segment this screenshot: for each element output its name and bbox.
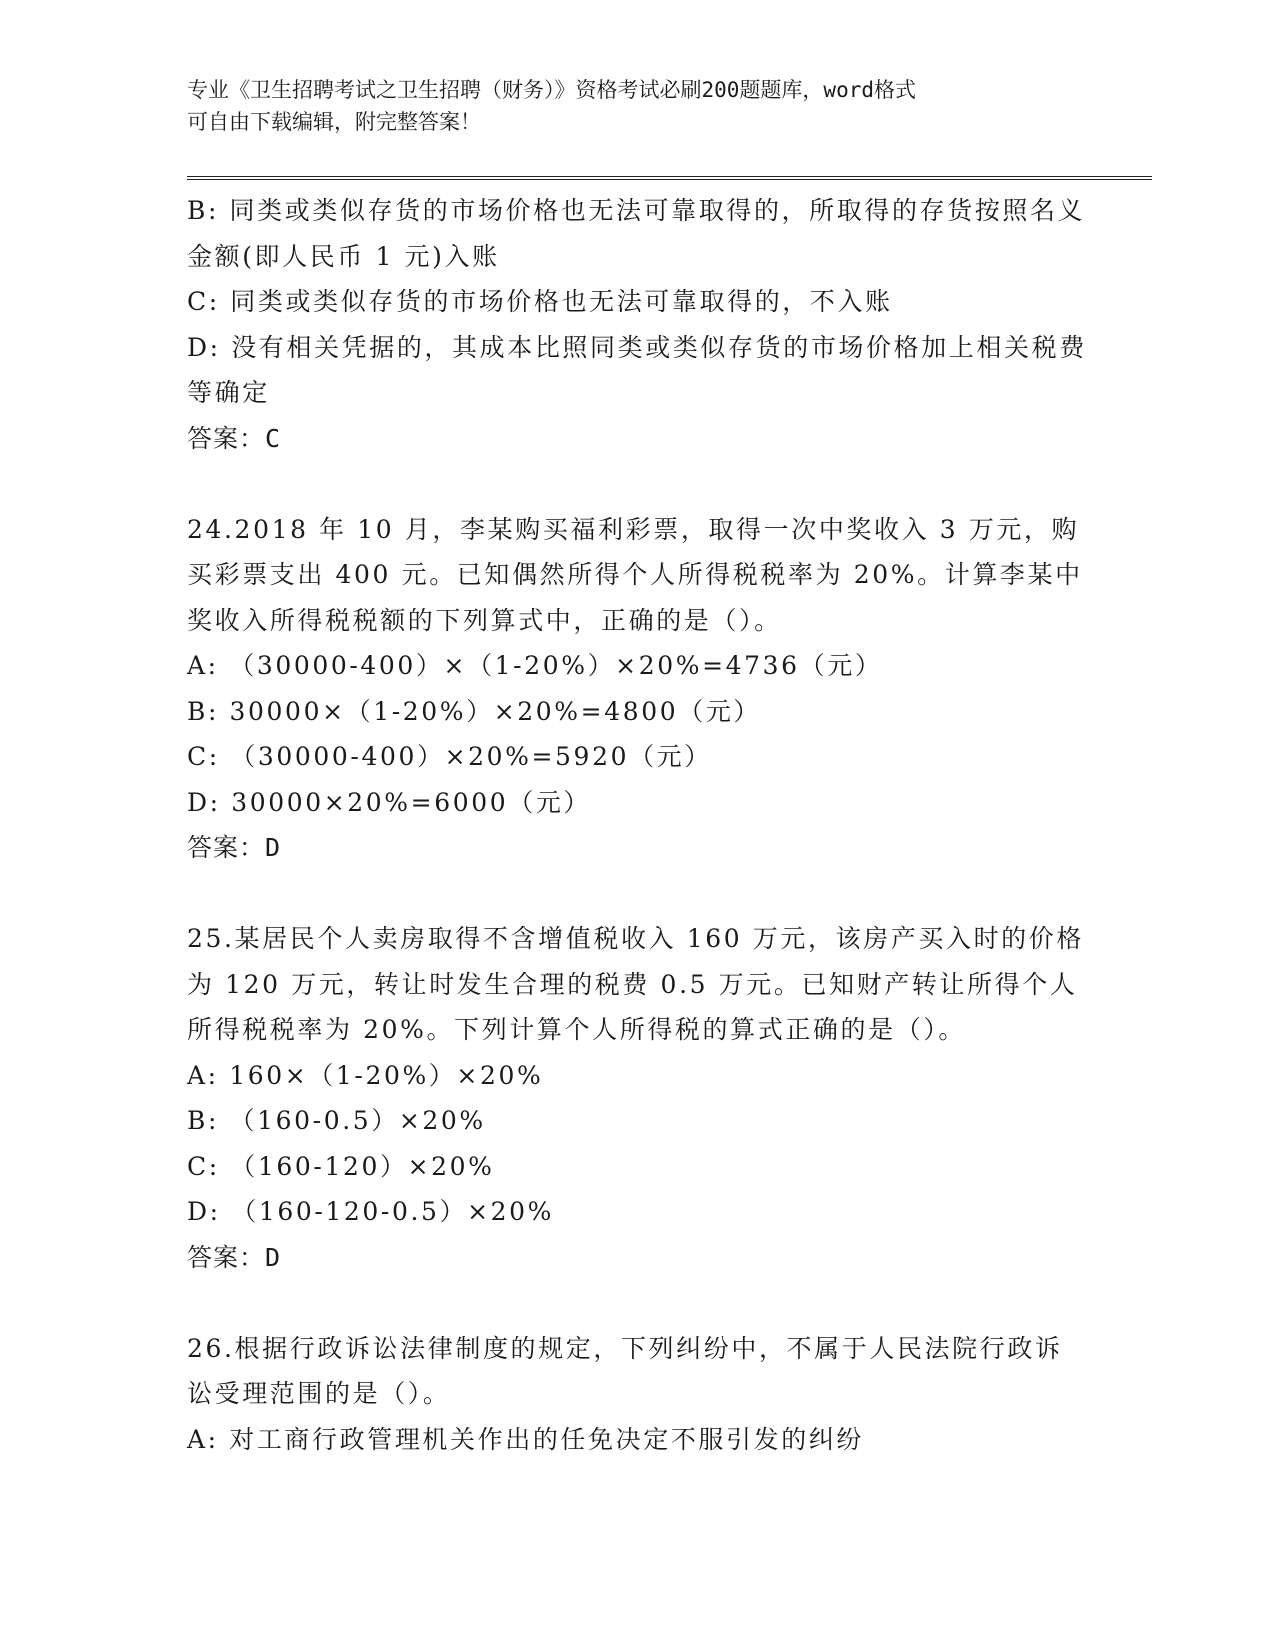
page-header bbox=[187, 74, 1067, 138]
option-d: D: 没有相关凭据的，其成本比照同类或类似存货的市场价格加上相关税费等确定 bbox=[187, 332, 1087, 407]
option-a: A: 160×（1-20%）×20% bbox=[187, 1060, 544, 1090]
option-d: D: 30000×20%=6000（元） bbox=[187, 787, 592, 817]
question-text: 25.某居民个人卖房取得不含增值税收入 160 万元，该房产买入时的价格为 120 万元，转让时发生合理的税费 0.5 万元。已知财产转让所得个人所得税税率为 20%。下列计算个人所得税的算式正确的是（）。 bbox=[187, 924, 1084, 1044]
option-c: C: （160-120）×20% bbox=[187, 1151, 495, 1181]
answer-line: 答案：C bbox=[187, 423, 282, 453]
option-b: B: 30000×（1-20%）×20%=4800（元） bbox=[187, 696, 762, 726]
answer-line: 答案：D bbox=[187, 1242, 282, 1272]
option-a: A: （30000-400）×（1-20%）×20%=4736（元） bbox=[187, 651, 883, 680]
option-c: C: （30000-400）×20%=5920（元） bbox=[187, 742, 712, 771]
question-spacer bbox=[187, 1280, 1087, 1326]
question-block-25 bbox=[187, 916, 1087, 1280]
question-spacer bbox=[187, 871, 1087, 917]
document-body bbox=[187, 188, 1087, 1462]
option-c: C: 同类或类似存货的市场价格也无法可靠取得的，不入账 bbox=[187, 287, 893, 316]
question-block-24 bbox=[187, 507, 1087, 871]
question-text: 24.2018 年 10 月，李某购买福利彩票，取得一次中奖收入 3 万元，购买彩票支出 400 元。已知偶然所得个人所得税税率为 20%。计算李某中奖收入所得税税额的下列算式中，正确的是（）。 bbox=[187, 514, 1083, 635]
question-block-26 bbox=[187, 1326, 1087, 1463]
header-title-line-2: 可自由下载编辑，附完整答案！ bbox=[187, 110, 481, 134]
question-text: 26.根据行政诉讼法律制度的规定，下列纠纷中，不属于人民法院行政诉讼受理范围的是（）。 bbox=[187, 1333, 1063, 1408]
answer-line: 答案：D bbox=[187, 833, 282, 862]
option-b: B: （160-0.5）×20% bbox=[187, 1106, 486, 1135]
question-spacer bbox=[187, 461, 1087, 507]
header-title-line-1: 专业《卫生招聘考试之卫生招聘（财务）》资格考试必刷200题题库，word格式 bbox=[187, 78, 916, 102]
header-divider bbox=[187, 176, 1152, 180]
option-b: B: 同类或类似存货的市场价格也无法可靠取得的，所取得的存货按照名义金额(即人民币 1 元)入账 bbox=[187, 196, 1086, 271]
option-a: A: 对工商行政管理机关作出的任免决定不服引发的纠纷 bbox=[187, 1424, 865, 1454]
question-block-23 bbox=[187, 188, 1087, 461]
option-d: D: （160-120-0.5）×20% bbox=[187, 1197, 555, 1226]
